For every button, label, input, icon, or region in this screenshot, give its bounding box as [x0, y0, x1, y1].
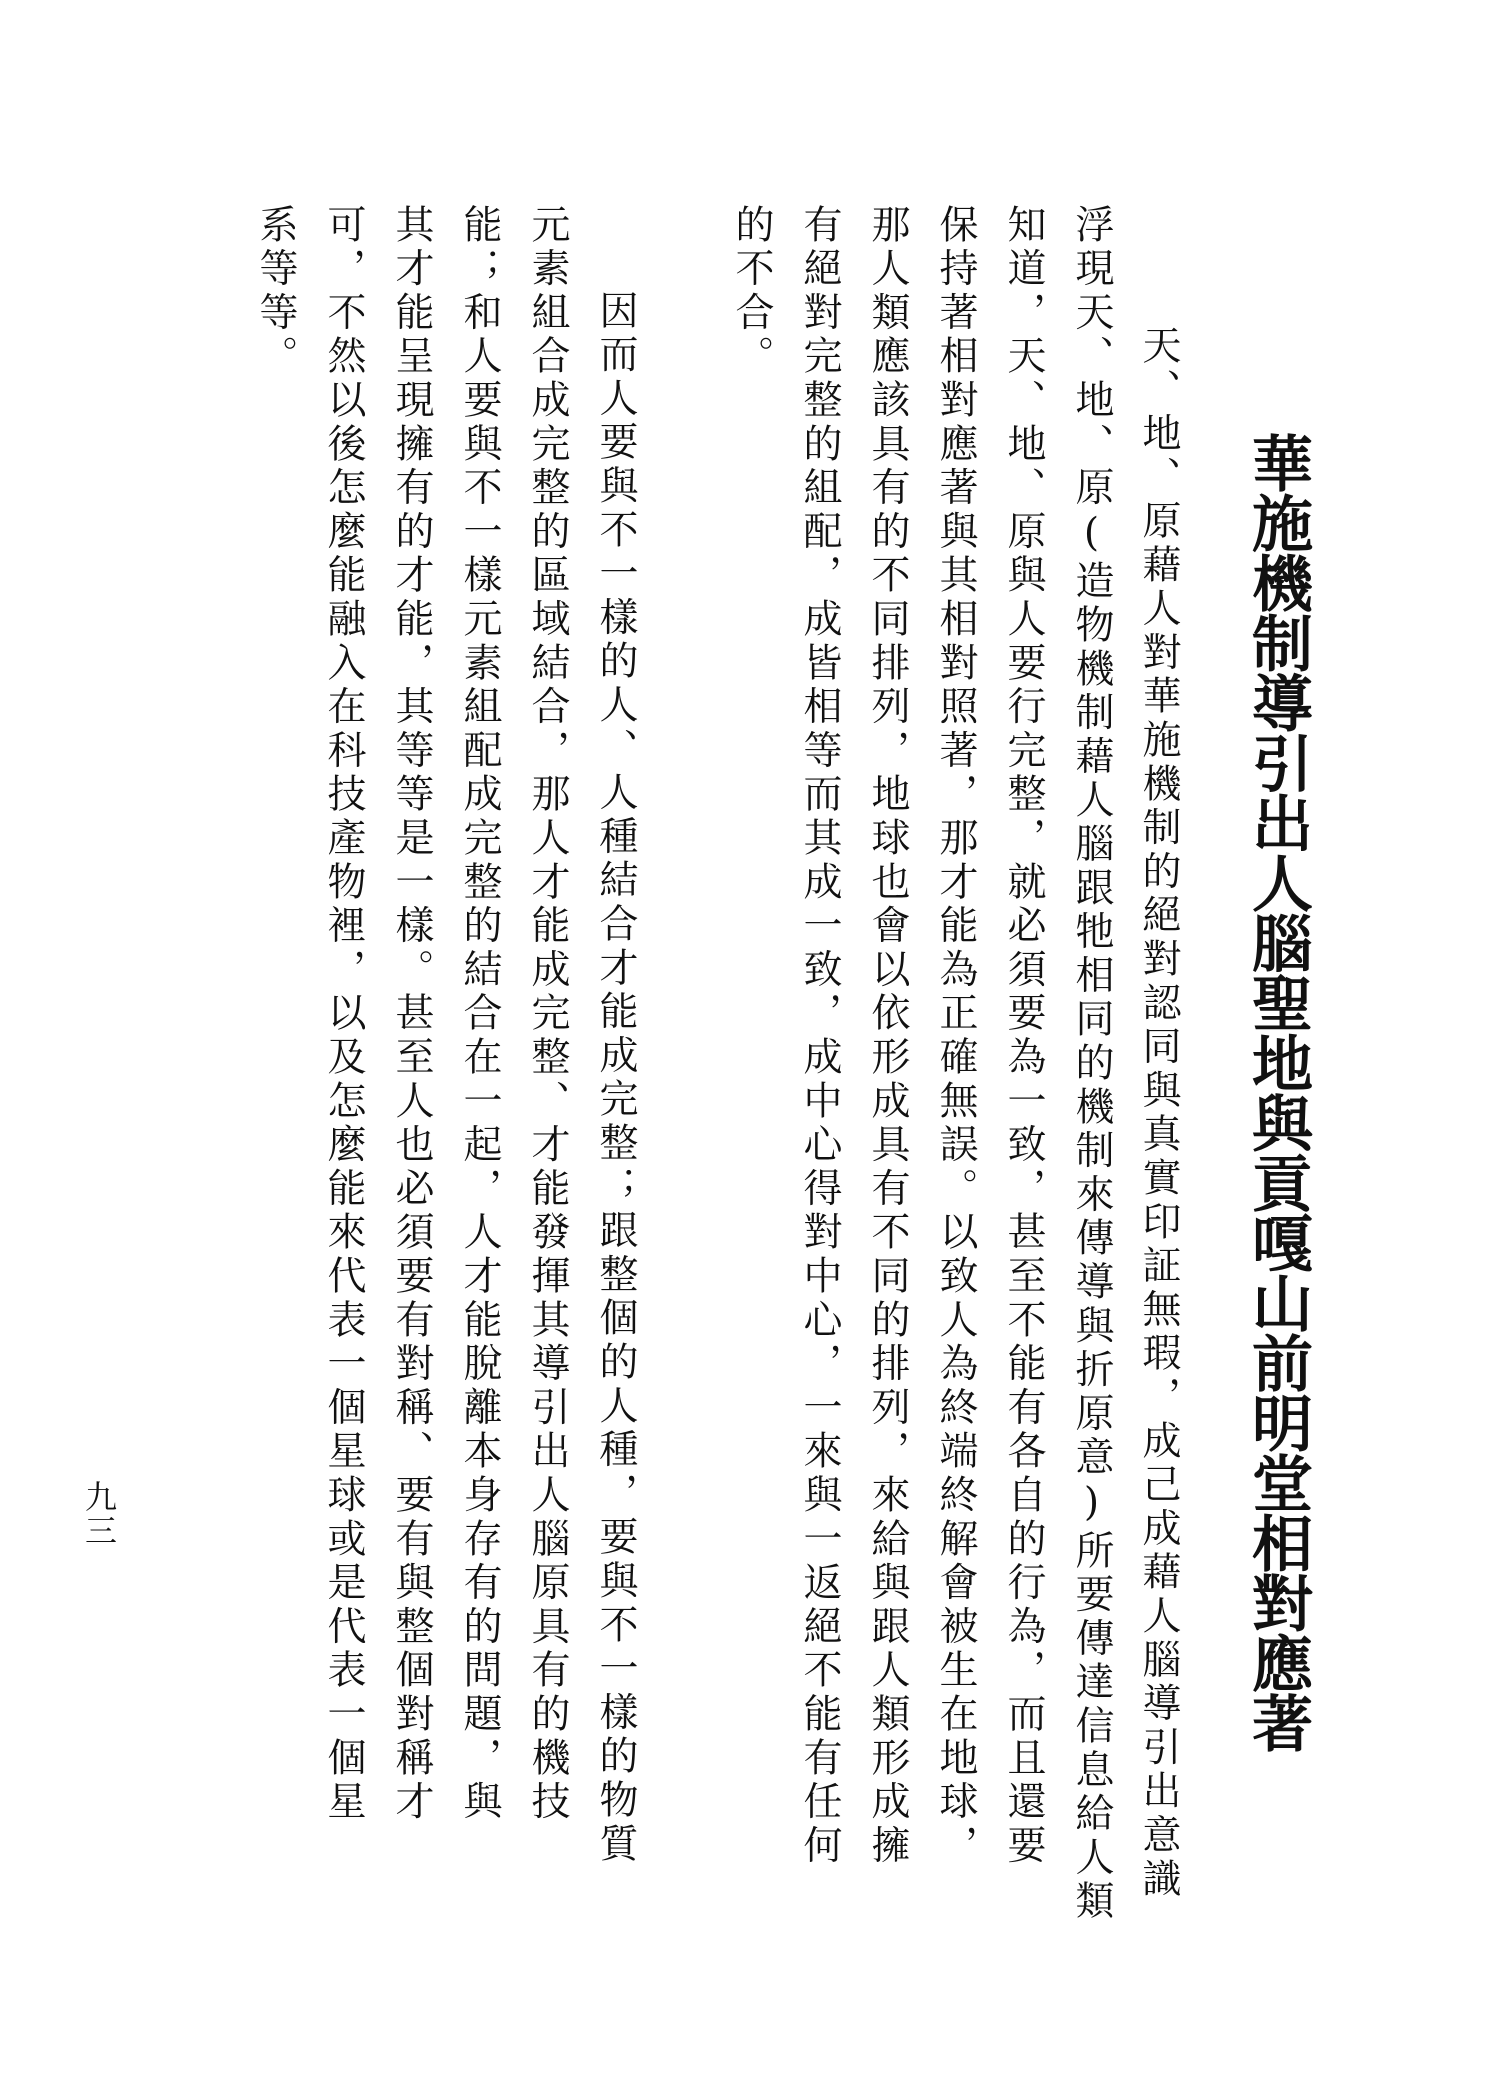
paragraph-2-line-4: 其才能呈現擁有的才能，其等等是一樣。甚至人也必須要有對稱、要有與整個對稱才	[389, 204, 434, 1825]
paragraph-1-line-6: 有絕對完整的組配，成皆相等而其成一致，成中心得對中心，一來與一返絕不能有任何	[797, 204, 842, 1869]
paragraph-1-line-1: 天、地、原藉人對華施機制的絕對認同與真實印証無瑕，成己成藉人腦導引出意識	[1136, 325, 1181, 1902]
paragraph-2-line-5: 可，不然以後怎麼能融入在科技產物裡，以及怎麼能來代表一個星球或是代表一個星	[321, 204, 366, 1825]
paragraph-1-line-5: 那人類應該具有的不同排列，地球也會以依形成具有不同的排列，來給與跟人類形成擁	[865, 204, 910, 1869]
paragraph-1-line-3: 知道，天、地、原與人要行完整，就必須要為一致，甚至不能有各自的行為，而且還要	[1001, 204, 1046, 1869]
paragraph-2-line-1: 因而人要與不一樣的人、人種結合才能成完整；跟整個的人種，要與不一樣的物質	[593, 290, 638, 1867]
paragraph-1-line-2: 浮現天、地、原(造物機制藉人腦跟牠相同的機制來傳導與折原意)所要傳達信息給人類	[1069, 204, 1114, 1925]
paragraph-1-line-7: 的不合。	[729, 204, 774, 380]
paragraph-1-line-4: 保持著相對應著與其相對照著，那才能為正確無誤。以致人為終端終解會被生在地球，	[933, 204, 978, 1869]
paragraph-2-line-2: 元素組合成完整的區域結合，那人才能成完整、才能發揮其導引出人腦原具有的機技	[525, 204, 570, 1825]
paragraph-2-line-3: 能；和人要與不一樣元素組配成完整的結合在一起，人才能脫離本身存有的問題，與	[457, 204, 502, 1825]
chapter-title: 華施機制導引出人腦聖地與貢嘎山前明堂相對應著	[1242, 432, 1313, 1752]
page-number: 九三	[80, 1480, 118, 1548]
paragraph-2-line-6: 系等等。	[253, 204, 298, 380]
